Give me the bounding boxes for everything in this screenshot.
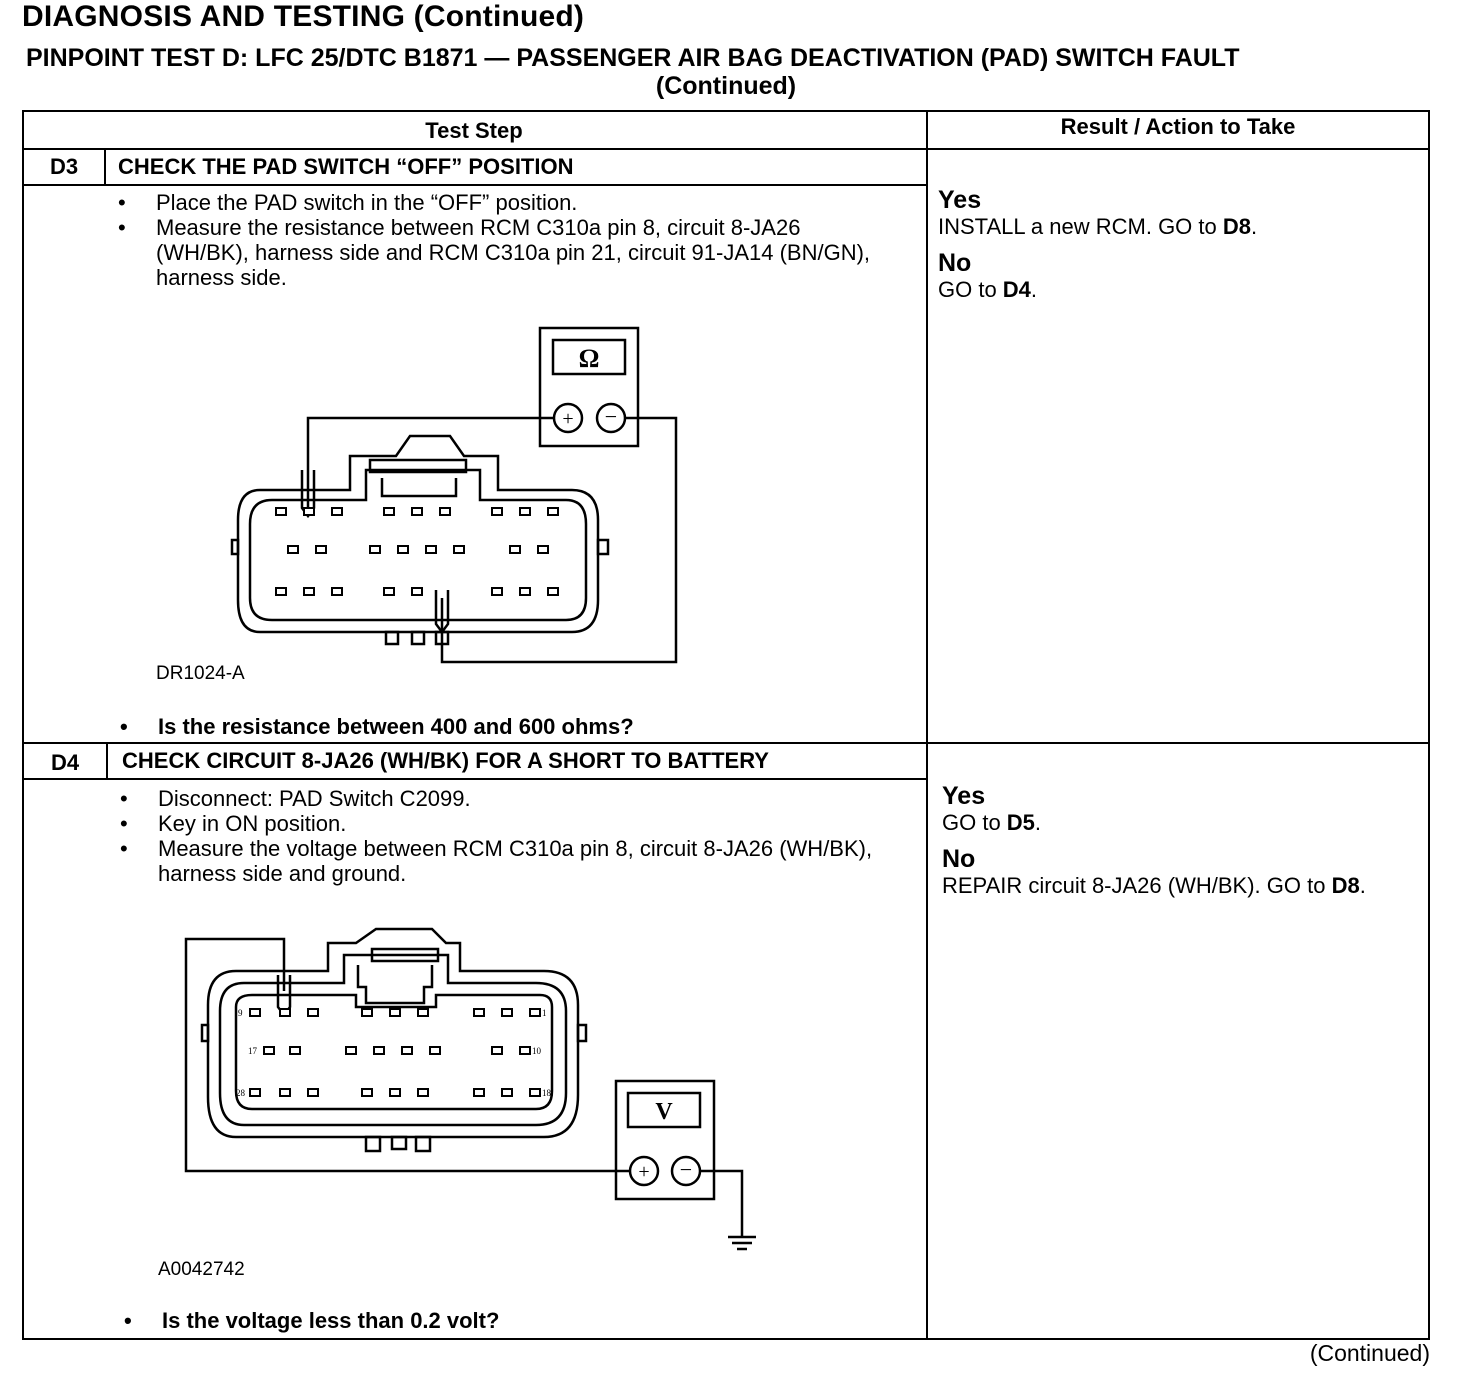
pin-cavity	[538, 546, 548, 553]
pin-cavity	[384, 508, 394, 515]
step-d4-title-bottom	[22, 778, 926, 780]
pin-cavity	[304, 508, 314, 515]
pin-cavity	[548, 508, 558, 515]
pin-number-label: 9	[238, 1008, 243, 1018]
pinpoint-test-title: PINPOINT TEST D: LFC 25/DTC B1871 — PASSENGER AIR BAG DEACTIVATION (PAD) SWITCH FAULT	[26, 44, 1240, 72]
connector-bottom-tab	[416, 1137, 430, 1151]
connector-housing	[238, 436, 598, 632]
pinpoint-test-title-continued: (Continued)	[655, 72, 797, 100]
pin-cavity	[280, 1089, 290, 1096]
pin-cavity	[332, 508, 342, 515]
column-header-result: Result / Action to Take	[1060, 114, 1296, 139]
pin-cavity	[370, 546, 380, 553]
result-no-action: GO to D4.	[938, 277, 1038, 302]
pin-cavity	[374, 1047, 384, 1054]
step-d3-results	[938, 186, 1418, 312]
step-d3-figure-id: DR1024-A	[156, 663, 245, 684]
pin-cavity	[502, 1009, 512, 1016]
pin-cavity	[412, 508, 422, 515]
pin-cavity	[430, 1047, 440, 1054]
pin-cavity	[316, 546, 326, 553]
pin-cavity	[426, 546, 436, 553]
pin-number-label: 10	[532, 1046, 541, 1056]
pin-cavity	[250, 1089, 260, 1096]
pin-number-label: 17	[248, 1046, 257, 1056]
pin-cavity	[390, 1009, 400, 1016]
connector-key	[358, 965, 432, 1003]
connector-bottom-tab	[412, 632, 424, 644]
pin-cavity	[492, 508, 502, 515]
ohmmeter-symbol: Ω	[578, 344, 600, 373]
step-d4-bullet: • Disconnect: PAD Switch C2099.	[118, 786, 898, 811]
step-d4-id: D4	[50, 750, 80, 775]
pin-cavity	[548, 588, 558, 595]
pin-cavity	[530, 1009, 540, 1016]
result-no-label: No	[942, 845, 976, 873]
pin-cavity	[492, 588, 502, 595]
pin-cavity	[520, 588, 530, 595]
pin-cavity	[520, 1047, 530, 1054]
connector-side-tab	[598, 540, 608, 554]
pin-cavity	[290, 1047, 300, 1054]
pin-cavity	[510, 546, 520, 553]
step-d3-instructions	[116, 190, 896, 290]
pin-cavity	[474, 1009, 484, 1016]
step-d4-bullet: • Measure the voltage between RCM C310a pin 8, circuit 8-JA26 (WH/BK), harness side and ground.	[118, 836, 898, 886]
step-d4-bullet: • Key in ON position.	[118, 811, 898, 836]
column-header-test-step: Test Step	[425, 118, 523, 143]
step-d4-title: CHECK CIRCUIT 8-JA26 (WH/BK) FOR A SHORT TO BATTERY	[122, 748, 769, 773]
result-yes-action: INSTALL a new RCM. GO to D8.	[938, 214, 1258, 239]
pin-cavity	[304, 588, 314, 595]
test-lead-positive	[308, 418, 554, 508]
pin-cavity	[440, 508, 450, 515]
pin-cavity	[454, 546, 464, 553]
pin-number-label: 28	[236, 1088, 245, 1098]
voltmeter-symbol: V	[655, 1099, 673, 1125]
connector-side-tab	[232, 540, 238, 554]
pin-cavity	[276, 508, 286, 515]
connector-key	[382, 478, 456, 496]
pin-cavity	[502, 1089, 512, 1096]
pin-cavity	[250, 1009, 260, 1016]
step-d3-question: • Is the resistance between 400 and 600 ohms?	[118, 714, 634, 740]
step-divider	[22, 742, 1430, 744]
pin-cavity	[288, 546, 298, 553]
minus-sign: −	[679, 1157, 693, 1182]
pin-cavity	[390, 1089, 400, 1096]
pin-cavity	[412, 588, 422, 595]
step-d3-id: D3	[49, 154, 79, 179]
header-divider	[22, 148, 1430, 150]
connector-bottom-tab	[386, 632, 398, 644]
pin-cavity	[276, 588, 286, 595]
step-d4-instructions	[118, 786, 898, 886]
plus-sign: +	[638, 1161, 650, 1183]
step-d3-title-bottom	[22, 184, 926, 186]
connector-bottom-tab	[392, 1137, 406, 1149]
minus-sign: −	[604, 404, 618, 429]
test-lead-negative	[442, 418, 676, 662]
pin-cavity	[346, 1047, 356, 1054]
connector-side-tab	[578, 1025, 586, 1041]
step-d4-figure-id: A0042742	[158, 1259, 245, 1280]
step-d3-id-divider	[104, 148, 106, 184]
connector-side-tab	[202, 1025, 208, 1041]
pin-cavity	[332, 588, 342, 595]
continued-footer: (Continued)	[1309, 1340, 1430, 1366]
result-yes-action: GO to D5.	[942, 810, 1042, 835]
step-d3-title: CHECK THE PAD SWITCH “OFF” POSITION	[118, 154, 574, 179]
pin-cavity	[418, 1089, 428, 1096]
pin-cavity	[398, 546, 408, 553]
step-d4-id-divider	[106, 742, 108, 778]
step-d4-results	[942, 782, 1412, 908]
column-divider	[926, 110, 928, 1340]
pin-cavity	[520, 508, 530, 515]
step-d4-diagram	[180, 925, 780, 1255]
result-yes-label: Yes	[942, 782, 986, 810]
pin-cavity	[418, 1009, 428, 1016]
pin-cavity	[384, 588, 394, 595]
connector-inner-wall	[220, 955, 566, 1125]
result-no-label: No	[938, 249, 972, 277]
plus-sign: +	[562, 408, 574, 430]
step-d3-bullet: • Measure the resistance between RCM C310a pin 8, circuit 8-JA26 (WH/BK), harness side and RCM C310a pin 21, circuit 91-JA14 (BN/GN), harness side.	[116, 215, 896, 290]
step-d4-question: • Is the voltage less than 0.2 volt?	[122, 1308, 499, 1334]
pin-cavity	[492, 1047, 502, 1054]
pin-cavity	[362, 1009, 372, 1016]
pin-cavity	[264, 1047, 274, 1054]
pin-cavity	[308, 1009, 318, 1016]
result-no-action: REPAIR circuit 8-JA26 (WH/BK). GO to D8.	[942, 873, 1366, 898]
connector-inner-wall	[250, 470, 586, 620]
pin-number-label: 18	[542, 1088, 551, 1098]
pin-cavity	[280, 1009, 290, 1016]
result-yes-label: Yes	[938, 186, 982, 214]
pin-cavity	[530, 1089, 540, 1096]
pin-cavity	[308, 1089, 318, 1096]
pin-cavity	[362, 1089, 372, 1096]
page-title: DIAGNOSIS AND TESTING (Continued)	[22, 0, 585, 33]
pin-number-label: 1	[542, 1008, 547, 1018]
pin-cavity	[474, 1089, 484, 1096]
step-d3-bullet: • Place the PAD switch in the “OFF” position.	[116, 190, 896, 215]
connector-bottom-tab	[366, 1137, 380, 1151]
step-d3-diagram	[220, 320, 720, 680]
pin-cavity	[402, 1047, 412, 1054]
test-lead-negative	[700, 1171, 742, 1237]
